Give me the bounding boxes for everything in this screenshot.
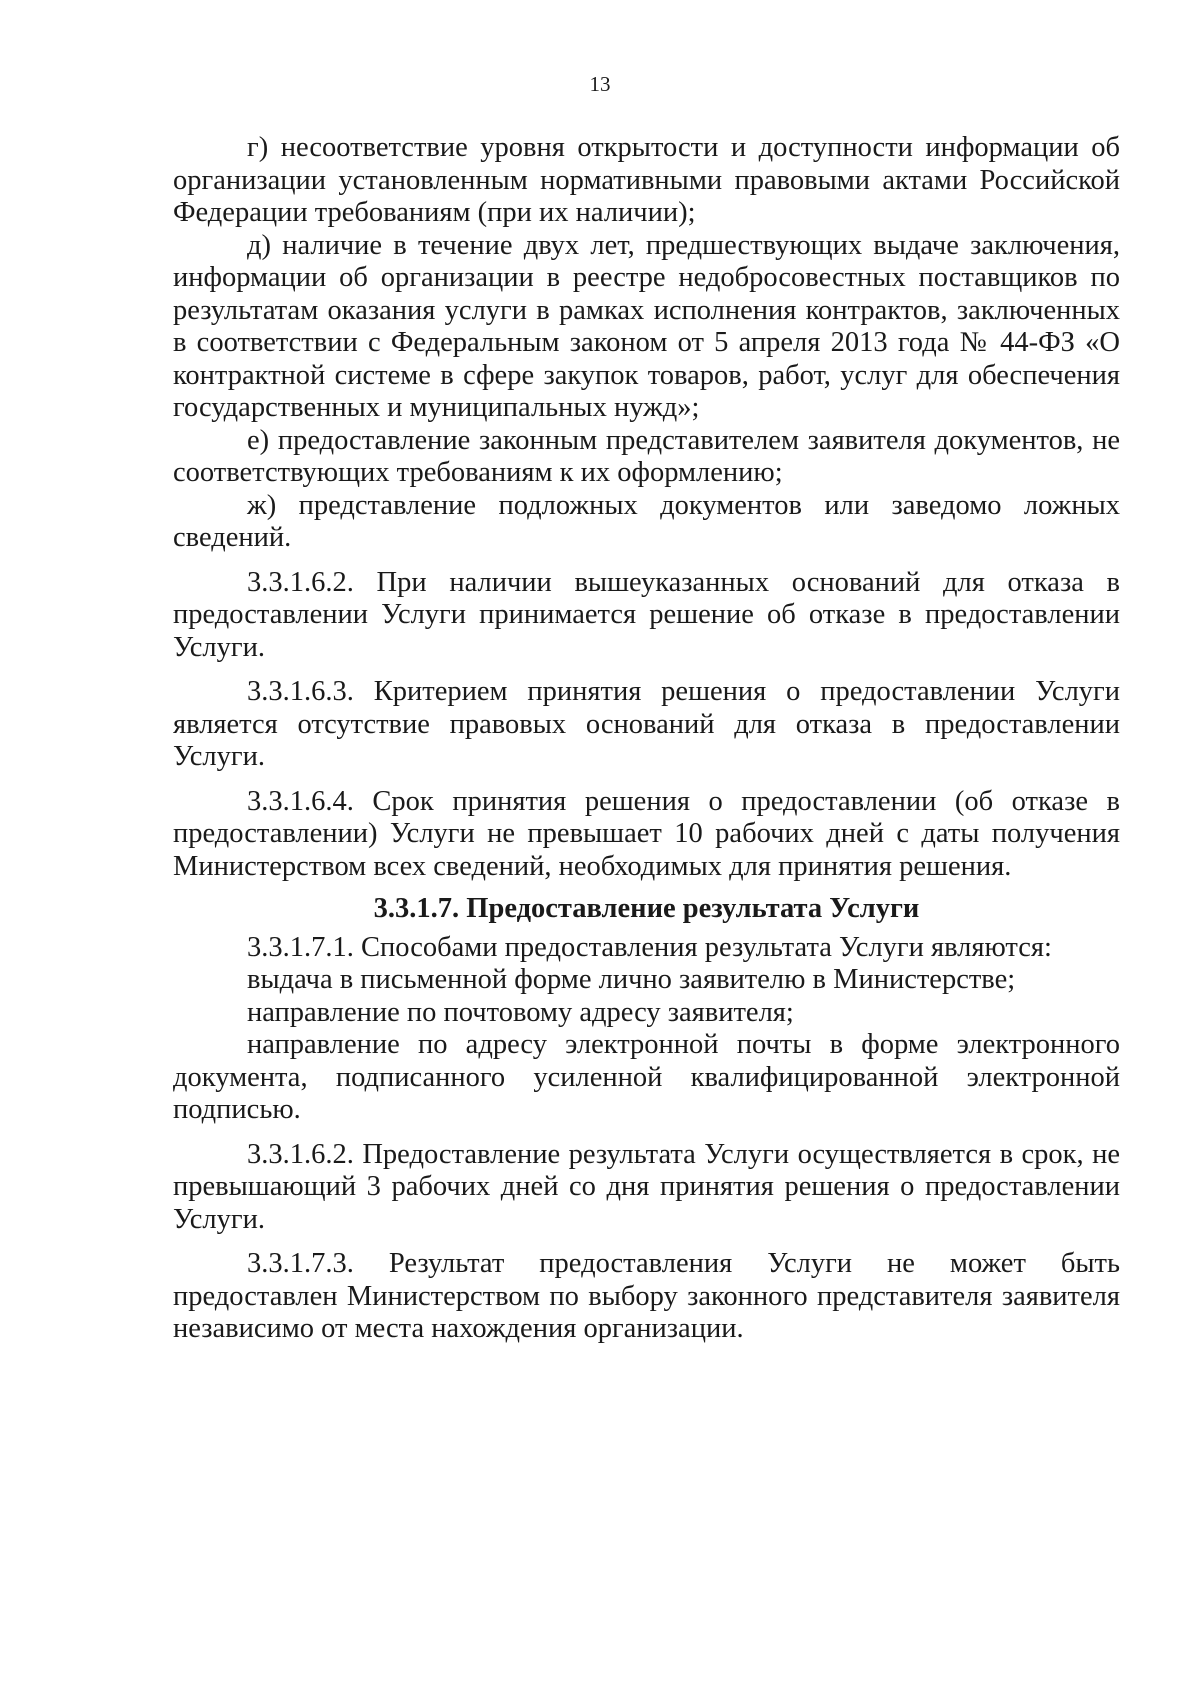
clause-3-3-1-7-3: 3.3.1.7.3. Результат предоставления Услуги не может быть предоставлен Министерством по выбору законного представителя заявителя независимо от места нахождения организации. (173, 1248, 1120, 1344)
method-item-email: направление по адресу электронной почты в форме электронного документа, подписанного усиленной квалифицированной электронной подписью. (173, 1029, 1120, 1125)
page-number: 13 (589, 72, 611, 96)
list-item-g: г) несоответствие уровня открытости и доступности информации об организации установленным нормативными правовыми актами Российской Федерации требованиям (при их наличии); (173, 132, 1120, 228)
clause-3-3-1-6-3: 3.3.1.6.3. Критерием принятия решения о предоставлении Услуги является отсутствие правовых оснований для отказа в предоставлении Услуги. (173, 676, 1120, 772)
clause-result-term: 3.3.1.6.2. Предоставление результата Услуги осуществляется в срок, не превышающий 3 рабочих дней со дня принятия решения о предоставлении Услуги. (173, 1138, 1120, 1235)
list-item-zh: ж) представление подложных документов или заведомо ложных сведений. (173, 489, 1120, 553)
method-item-postal: направление по почтовому адресу заявителя; (247, 996, 794, 1028)
document-body (173, 132, 1120, 1346)
section-heading: 3.3.1.7. Предоставление результата Услуги (373, 893, 920, 924)
method-item-in-person: выдача в письменной форме лично заявителю в Министерстве; (247, 964, 1016, 995)
clause-3-3-1-7-1: 3.3.1.7.1. Способами предоставления результата Услуги являются: (247, 931, 1052, 963)
clause-3-3-1-6-4: 3.3.1.6.4. Срок принятия решения о предоставлении (об отказе в предоставлении) Услуги не превышает 10 рабочих дней с даты получения Министерством всех сведений, необходимых для принятия решения. (173, 785, 1120, 882)
list-item-e: е) предоставление законным представителем заявителя документов, не соответствующих требованиям к их оформлению; (173, 424, 1120, 488)
clause-3-3-1-6-2: 3.3.1.6.2. При наличии вышеуказанных оснований для отказа в предоставлении Услуги принимается решение об отказе в предоставлении Услуги. (173, 566, 1120, 663)
list-item-d: д) наличие в течение двух лет, предшествующих выдаче заключения, информации об организации в реестре недобросовестных поставщиков по результатам оказания услуги в рамках исполнения контрактов, заключенных в соответствии с Федеральным законом от 5 апреля 2013 года № 44-ФЗ «О контрактной системе в сфере закупок товаров, работ, услуг для обеспечения государственных и муниципальных нужд»; (173, 229, 1120, 423)
